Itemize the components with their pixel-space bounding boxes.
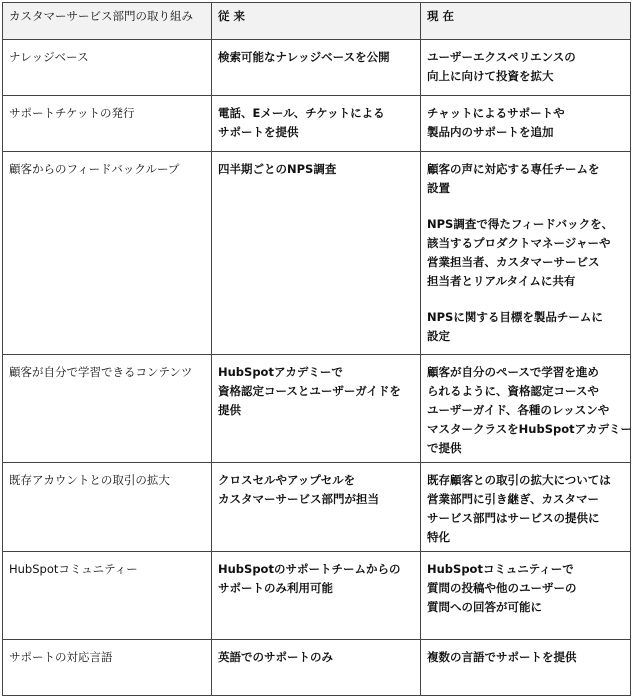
initiative-cell: サポートチケットの発行 bbox=[3, 96, 212, 152]
before-line: サポートを提供 bbox=[218, 125, 299, 139]
before-line: クロスセルやアップセルを bbox=[218, 473, 356, 487]
table-row bbox=[3, 463, 631, 552]
before-cell bbox=[212, 552, 421, 640]
before-cell bbox=[212, 96, 421, 152]
current-line: マスタークラスをHubSpotアカデミー bbox=[427, 422, 632, 436]
table-row bbox=[3, 640, 631, 696]
initiative-cell: サポートの対応言語 bbox=[3, 640, 212, 696]
current-line: 顧客が自分のペースで学習を進め bbox=[427, 365, 599, 379]
current-line: 向上に向けて投資を拡大 bbox=[427, 69, 554, 83]
before-line: 資格認定コースとユーザーガイドを bbox=[218, 384, 401, 398]
header-initiative: カスタマーサービス部門の取り組み bbox=[3, 3, 212, 40]
current-line: チャットによるサポートや bbox=[427, 106, 565, 120]
initiative-cell: ナレッジベース bbox=[3, 40, 212, 96]
current-cell bbox=[421, 152, 631, 355]
before-line: HubSpotアカデミーで bbox=[218, 365, 343, 379]
table-row bbox=[3, 40, 631, 96]
current-line: 設置 bbox=[427, 181, 450, 195]
current-line: 営業部門に引き継ぎ、カスタマー bbox=[427, 492, 600, 506]
current-line: 複数の言語でサポートを提供 bbox=[427, 650, 577, 664]
before-line: 英語でのサポートのみ bbox=[218, 650, 333, 664]
current-line: 担当者とリアルタイムに共有 bbox=[427, 274, 576, 288]
comparison-table bbox=[2, 2, 631, 696]
current-line: 該当するプロダクトマネージャーや bbox=[427, 236, 611, 250]
current-line: 営業担当者、カスタマーサービス bbox=[427, 255, 600, 269]
current-line bbox=[427, 291, 624, 308]
current-line: られるように、資格認定コースや bbox=[427, 384, 599, 398]
current-line: サービス部門はサービスの提供に bbox=[427, 511, 600, 525]
initiative-cell: HubSpotコミュニティー bbox=[3, 552, 212, 640]
table-row bbox=[3, 152, 631, 355]
before-line: カスタマーサービス部門が担当 bbox=[218, 492, 379, 506]
current-cell bbox=[421, 96, 631, 152]
current-line: 特化 bbox=[427, 530, 450, 544]
table-row bbox=[3, 96, 631, 152]
table-row bbox=[3, 552, 631, 640]
before-cell bbox=[212, 463, 421, 552]
current-cell bbox=[421, 640, 631, 696]
current-line: HubSpotコミュニティーで bbox=[427, 562, 574, 576]
header-current: 現 在 bbox=[421, 3, 631, 40]
before-line: 検索可能なナレッジベースを公開 bbox=[218, 50, 390, 64]
header-before: 従 来 bbox=[212, 3, 421, 40]
current-line: 既存顧客との取引の拡大については bbox=[427, 473, 611, 487]
header-row bbox=[3, 3, 631, 40]
current-line: 設定 bbox=[427, 329, 450, 343]
current-line: 質問への回答が可能に bbox=[427, 600, 542, 614]
before-cell bbox=[212, 355, 421, 463]
before-cell bbox=[212, 40, 421, 96]
current-line: ユーザーガイド、各種のレッスンや bbox=[427, 403, 610, 417]
current-line: 顧客の声に対応する専任チームを bbox=[427, 162, 600, 176]
current-line: NPS調査で得たフィードバックを、 bbox=[427, 217, 614, 231]
before-cell bbox=[212, 640, 421, 696]
current-line bbox=[427, 198, 624, 215]
before-line: HubSpotのサポートチームからの bbox=[218, 562, 401, 576]
current-cell bbox=[421, 40, 631, 96]
current-line: NPSに関する目標を製品チームに bbox=[427, 310, 603, 324]
table-row bbox=[3, 355, 631, 463]
before-line: サポートのみ利用可能 bbox=[218, 581, 333, 595]
current-line: で提供 bbox=[427, 441, 462, 455]
initiative-cell: 既存アカウントとの取引の拡大 bbox=[3, 463, 212, 552]
current-cell bbox=[421, 552, 631, 640]
before-line: 電話、Eメール、チケットによる bbox=[218, 106, 385, 120]
before-cell bbox=[212, 152, 421, 355]
current-line: 質問の投稿や他のユーザーの bbox=[427, 581, 577, 595]
initiative-cell: 顧客からのフィードバックループ bbox=[3, 152, 212, 355]
initiative-cell: 顧客が自分で学習できるコンテンツ bbox=[3, 355, 212, 463]
before-line: 四半期ごとのNPS調査 bbox=[218, 162, 337, 176]
current-line: ユーザーエクスペリエンスの bbox=[427, 50, 576, 64]
current-cell bbox=[421, 355, 631, 463]
current-line: 製品内のサポートを追加 bbox=[427, 125, 554, 139]
current-cell bbox=[421, 463, 631, 552]
before-line: 提供 bbox=[218, 403, 241, 417]
